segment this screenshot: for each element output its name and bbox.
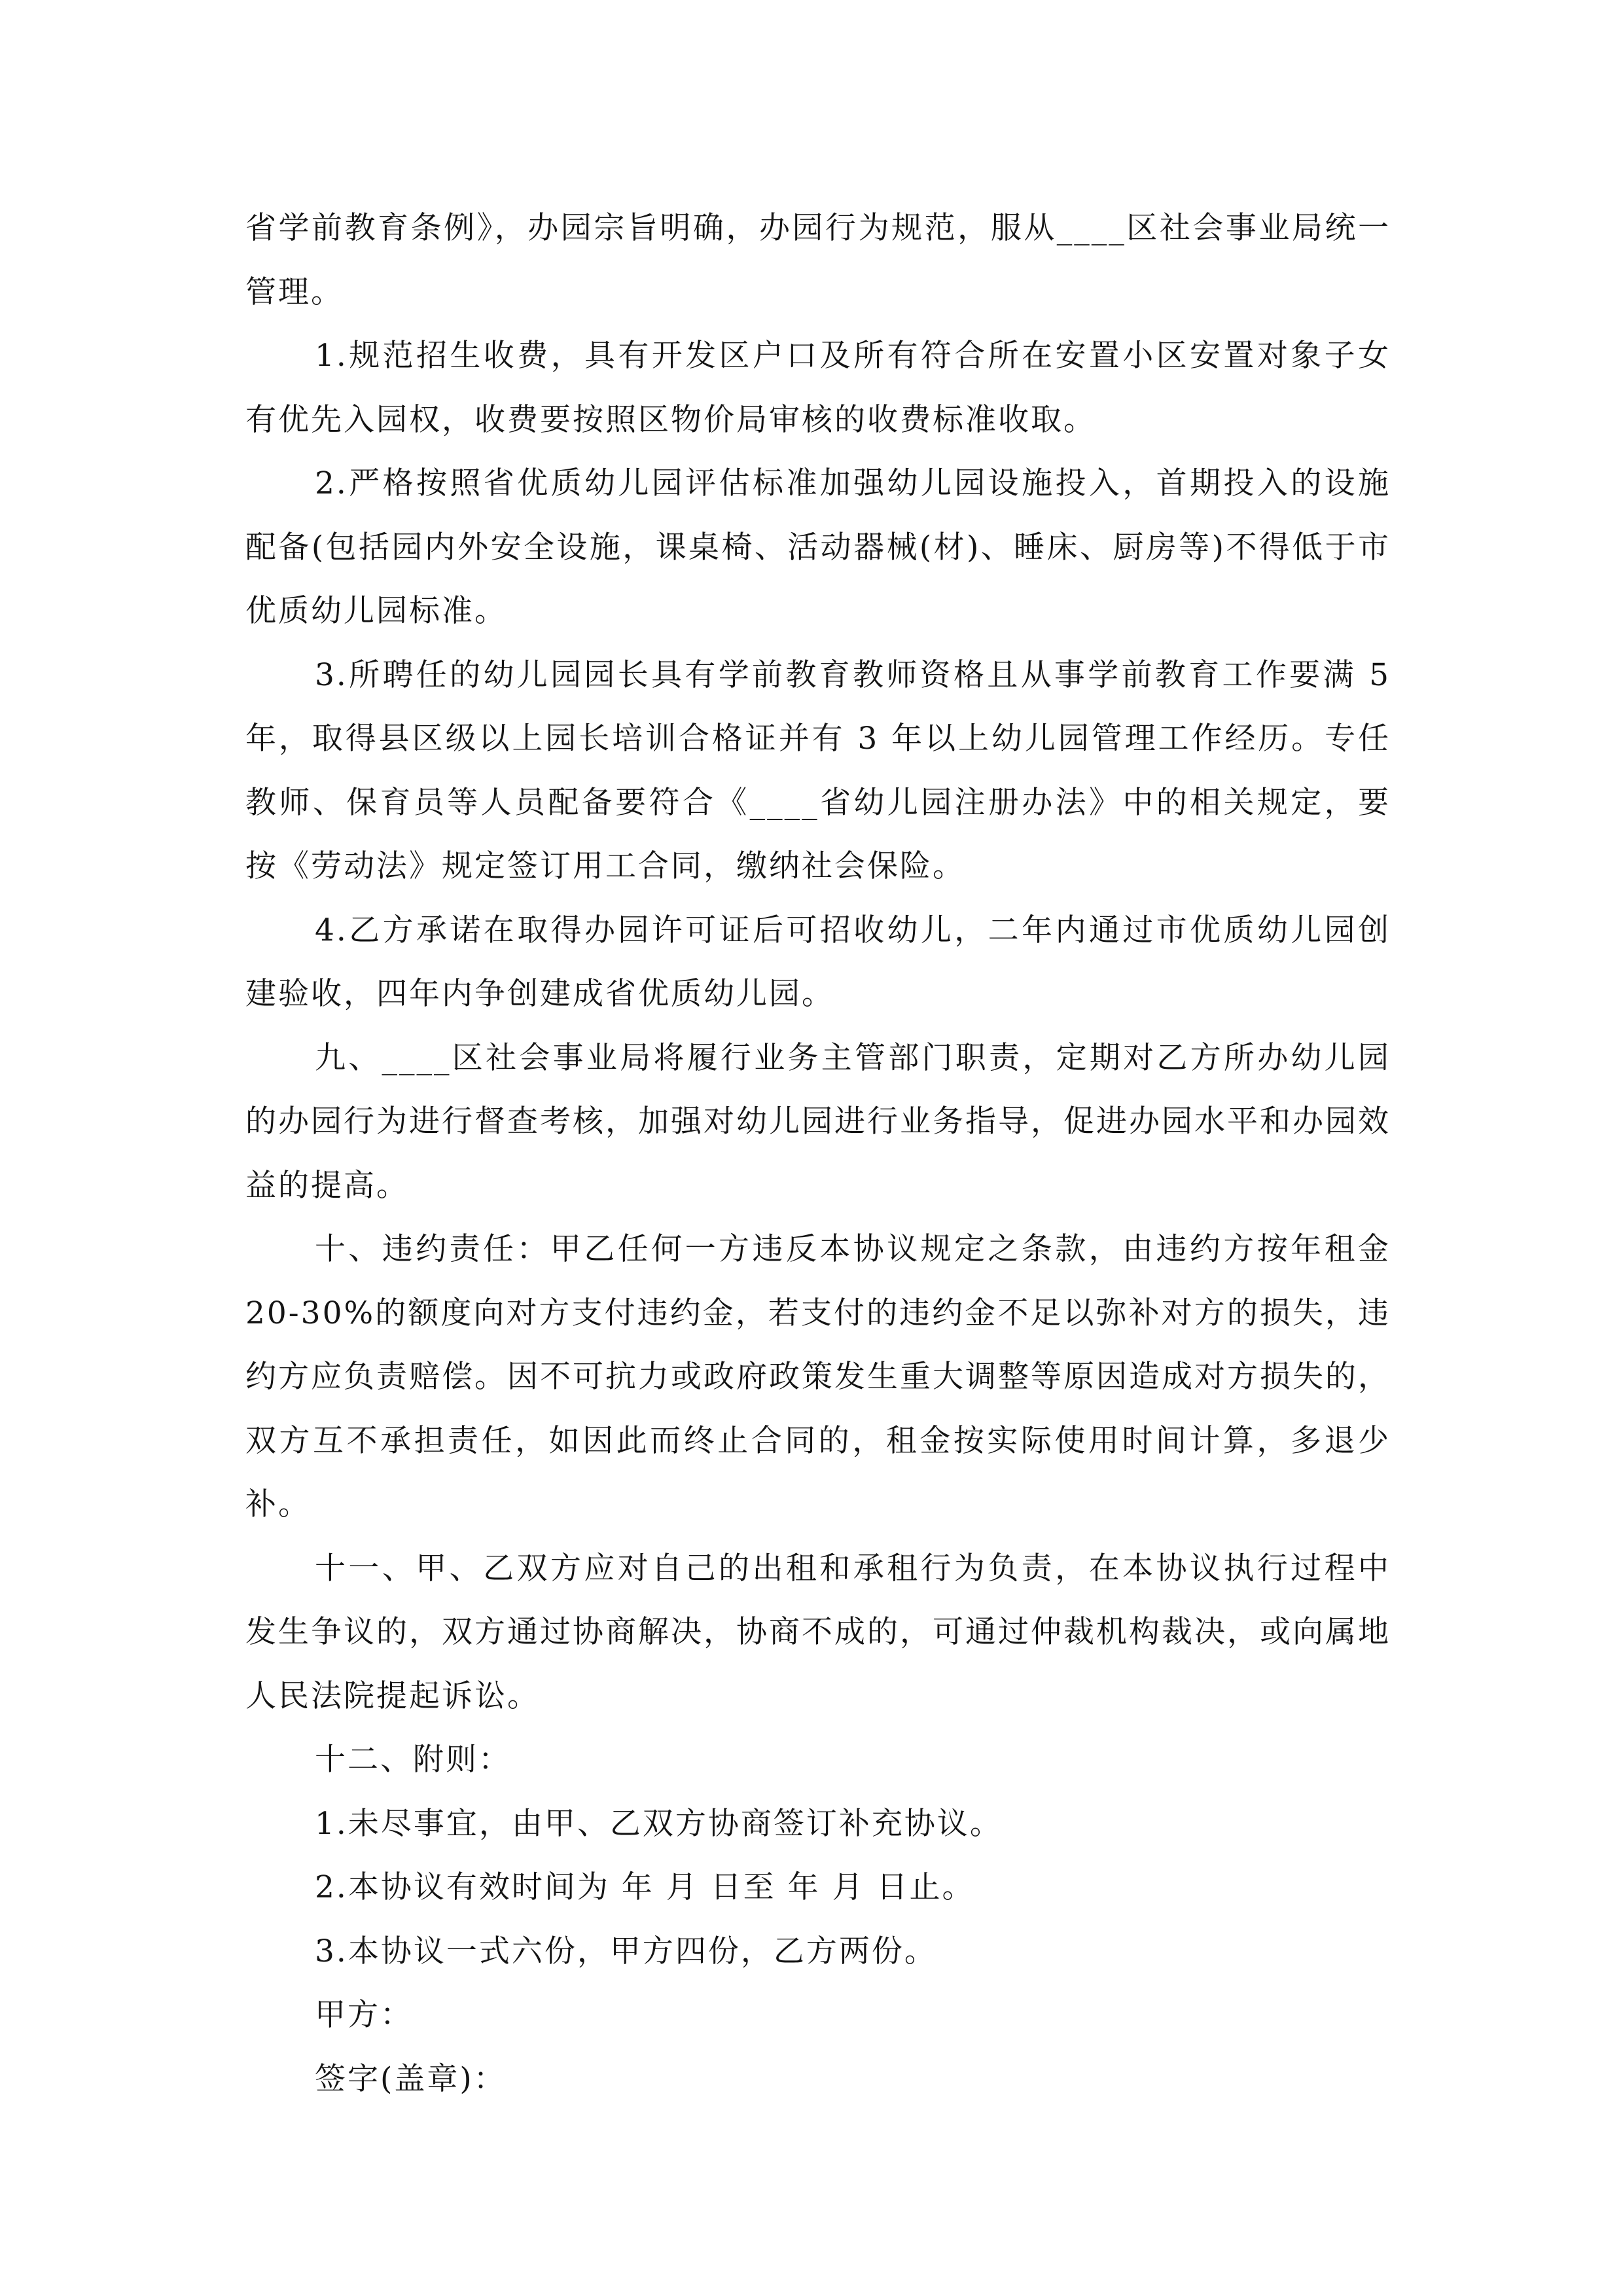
clause-ten-liability: 十、违约责任：甲乙任何一方违反本协议规定之条款，由违约方按年租金20-30%的额度向对方支付违约金，若支付的违约金不足以弥补对方的损失，违约方应负责赔偿。因不可抗力或政府政策发生重大调整等原因造成对方损失的，双方互不承担责任，如因此而终止合同的，租金按实际使用时间计算，多退少补。 (245, 1231, 1391, 1522)
document-body (245, 196, 1402, 2111)
paragraph-staff-qualification: 3.所聘任的幼儿园园长具有学前教育教师资格且从事学前教育工作要满 5 年，取得县区级以上园长培训合格证并有 3 年以上幼儿园管理工作经历。专任教师、保育员等人员配备要符合《____省幼儿园注册办法》中的相关规定，要按《劳动法》规定签订用工合同，缴纳社会保险。 (245, 656, 1402, 884)
signature-seal-label: 签字(盖章)： (315, 2060, 507, 2097)
paragraph-facility-investment: 2.严格按照省优质幼儿园评估标准加强幼儿园设施投入，首期投入的设施配备(包括园内外安全设施，课桌椅、活动器械(材)、睡床、厨房等)不得低于市优质幼儿园标准。 (245, 465, 1391, 629)
paragraph-quality-commitment: 4.乙方承诺在取得办园许可证后可招收幼儿，二年内通过市优质幼儿园创建验收，四年内争创建成省优质幼儿园。 (245, 912, 1391, 1012)
clause-twelve-heading: 十二、附则： (315, 1742, 511, 1778)
clause-eleven-disputes: 十一、甲、乙双方应对自己的出租和承租行为负责，在本协议执行过程中发生争议的，双方通过协商解决，协商不成的，可通过仲裁机构裁决，或向属地人民法院提起诉讼。 (245, 1550, 1391, 1714)
paragraph-education-regulation: 省学前教育条例》，办园宗旨明确，办园行为规范，服从____区社会事业局统一管理。 (245, 210, 1391, 310)
paragraph-enrollment-fees: 1.规范招生收费，具有开发区户口及所有符合所在安置小区安置对象子女有优先入园权，收费要按照区物价局审核的收费标准收取。 (245, 338, 1391, 438)
appendix-item-2: 2.本协议有效时间为 年 月 日至 年 月 日止。 (315, 1869, 975, 1905)
appendix-item-1: 1.未尽事宜，由甲、乙双方协商签订补充协议。 (315, 1805, 1003, 1842)
party-a-label: 甲方： (315, 1997, 413, 2033)
clause-nine-supervision: 九、____区社会事业局将履行业务主管部门职责，定期对乙方所办幼儿园的办园行为进行督查考核，加强对幼儿园进行业务指导，促进办园水平和办园效益的提高。 (245, 1039, 1391, 1204)
appendix-item-3: 3.本协议一式六份，甲方四份，乙方两份。 (315, 1933, 937, 1969)
